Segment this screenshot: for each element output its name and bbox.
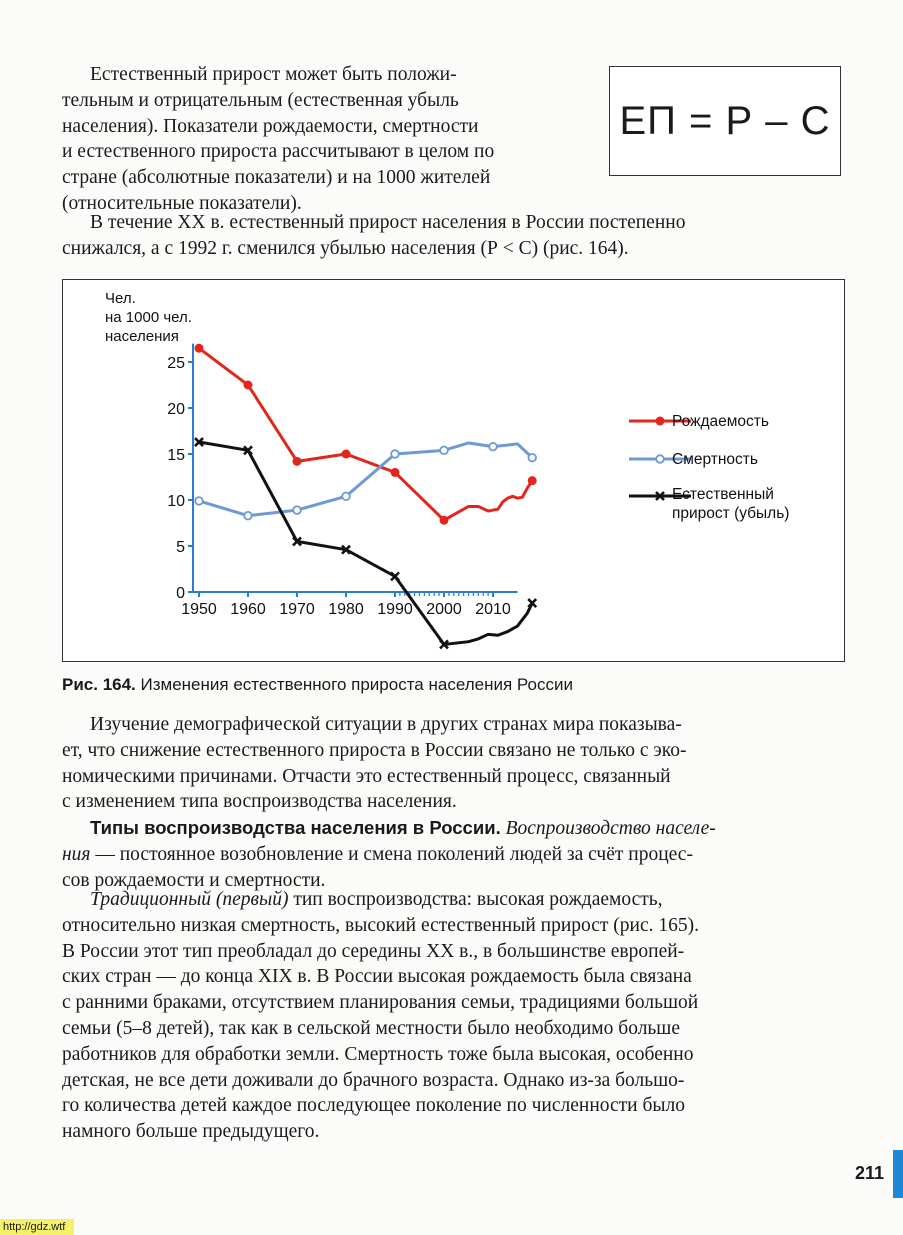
text-line: (относительные показатели). xyxy=(62,192,302,214)
watermark-link[interactable]: http://gdz.wtf xyxy=(0,1219,74,1235)
legend-marker xyxy=(656,417,665,426)
x-tick-label: 1990 xyxy=(377,601,413,618)
term-italic: Традиционный (первый) xyxy=(90,889,289,910)
x-tick-label: 2010 xyxy=(475,601,511,618)
text-line: Естественный прирост может быть положи- xyxy=(90,64,457,85)
y-axis-label: на 1000 чел. xyxy=(105,309,192,326)
text-line xyxy=(62,842,847,868)
x-tick-label: 1950 xyxy=(181,601,217,618)
data-point-marker xyxy=(244,381,253,390)
text-line xyxy=(62,815,847,842)
data-point-marker xyxy=(342,450,351,459)
text-line xyxy=(62,887,847,913)
x-tick-label: 1970 xyxy=(279,601,315,618)
data-point-marker xyxy=(489,443,497,451)
y-tick-label: 15 xyxy=(167,447,185,464)
data-point-marker xyxy=(293,506,301,514)
data-point-marker xyxy=(195,497,203,505)
text-line: В течение XX в. естественный прирост населения в России постепенно xyxy=(90,212,686,233)
data-point-marker xyxy=(244,512,252,520)
text-line: го количества детей каждое последующее поколение по численности было xyxy=(62,1095,685,1117)
y-axis-label: Чел. xyxy=(105,290,136,307)
term-italic: Воспроизводство населе- xyxy=(505,818,716,839)
data-point-marker xyxy=(293,457,302,466)
first-line-rest: тип воспроизводства: высокая рождаемость, xyxy=(288,889,663,910)
y-tick-label: 5 xyxy=(176,539,185,556)
formula-text: ЕП = Р – С xyxy=(619,98,831,143)
y-axis-label: населения xyxy=(105,328,179,345)
y-tick-label: 20 xyxy=(167,401,185,418)
text-line: семьи (5–8 детей), так как в сельской местности было необходимо больше xyxy=(62,1017,680,1039)
text-line: В России этот тип преобладал до середины XX в., в большинстве европей- xyxy=(62,940,685,962)
legend-label: Естественный xyxy=(672,486,774,503)
data-point-marker xyxy=(391,450,399,458)
text-line: работников для обработки земли. Смертность тоже была высокая, особенно xyxy=(62,1043,694,1065)
demography-paragraph xyxy=(62,712,847,815)
text-line: детская, не все дети доживали до брачного возраста. Однако из-за большо- xyxy=(62,1069,685,1091)
y-tick-label: 25 xyxy=(167,355,185,372)
page-number: 211 xyxy=(855,1163,885,1183)
caption-text: Изменения естественного прироста населения России xyxy=(135,675,573,694)
section-heading: Типы воспроизводства населения в России. xyxy=(90,817,501,838)
data-point-marker xyxy=(528,476,537,485)
x-tick-label: 1960 xyxy=(230,601,266,618)
text-line: тельным и отрицательным (естественная убыль xyxy=(62,89,459,111)
page-edge-tab xyxy=(893,1150,903,1198)
figure-caption xyxy=(62,675,573,695)
y-tick-label: 10 xyxy=(167,493,185,510)
text-line: номическими причинами. Отчасти это естественный процесс, связанный xyxy=(62,765,671,787)
text-line: стране (абсолютные показатели) и на 1000 жителей xyxy=(62,167,491,189)
data-point-marker xyxy=(342,493,350,501)
text-line: ет, что снижение естественного прироста в России связано не только с эко- xyxy=(62,739,687,761)
legend-marker xyxy=(656,455,664,463)
x-tick-label: 1980 xyxy=(328,601,364,618)
text-line: и естественного прироста рассчитывают в целом по xyxy=(62,141,495,163)
text-line: с ранними браками, отсутствием планирования семьи, традициями большой xyxy=(62,992,699,1014)
traditional-type-paragraph xyxy=(62,887,847,1145)
caption-label: Рис. 164. xyxy=(62,675,136,694)
legend-label: Рождаемость xyxy=(672,413,769,430)
data-point-marker xyxy=(440,516,449,525)
formula-box xyxy=(609,66,841,176)
decline-paragraph xyxy=(62,210,852,262)
text-line: населения). Показатели рождаемости, смертности xyxy=(62,115,479,137)
legend-label: прирост (убыль) xyxy=(672,505,790,522)
text-line: намного больше предыдущего. xyxy=(62,1121,320,1143)
term-italic-cont: ния xyxy=(62,843,91,865)
data-point-marker xyxy=(440,447,448,455)
y-tick-label: 0 xyxy=(176,585,185,602)
x-tick-label: 2000 xyxy=(426,601,462,618)
text-line: относительно низкая смертность, высокий естественный прирост (рис. 165). xyxy=(62,914,700,936)
series-line xyxy=(199,348,532,520)
chart-frame xyxy=(62,279,845,662)
text-line: ских стран — до конца XIX в. В России высокая рождаемость была связана xyxy=(62,966,692,988)
text-line: с изменением типа воспроизводства населения. xyxy=(62,791,457,813)
legend-label: Смертность xyxy=(672,451,758,468)
text-line: Изучение демографической ситуации в других странах мира показыва- xyxy=(90,714,682,735)
text-line: сов рождаемости и смертности. xyxy=(62,869,326,891)
natural-growth-chart xyxy=(63,280,843,660)
data-point-marker xyxy=(528,454,536,462)
intro-paragraph xyxy=(62,62,587,217)
definition-text: — постоянное возобновление и смена поколений людей за счёт процес- xyxy=(90,843,693,865)
text-line: снижался, а с 1992 г. сменился убылью населения (Р < С) (рис. 164). xyxy=(62,237,629,259)
data-point-marker xyxy=(195,344,204,353)
data-point-marker xyxy=(391,468,400,477)
reproduction-types-paragraph xyxy=(62,815,847,893)
